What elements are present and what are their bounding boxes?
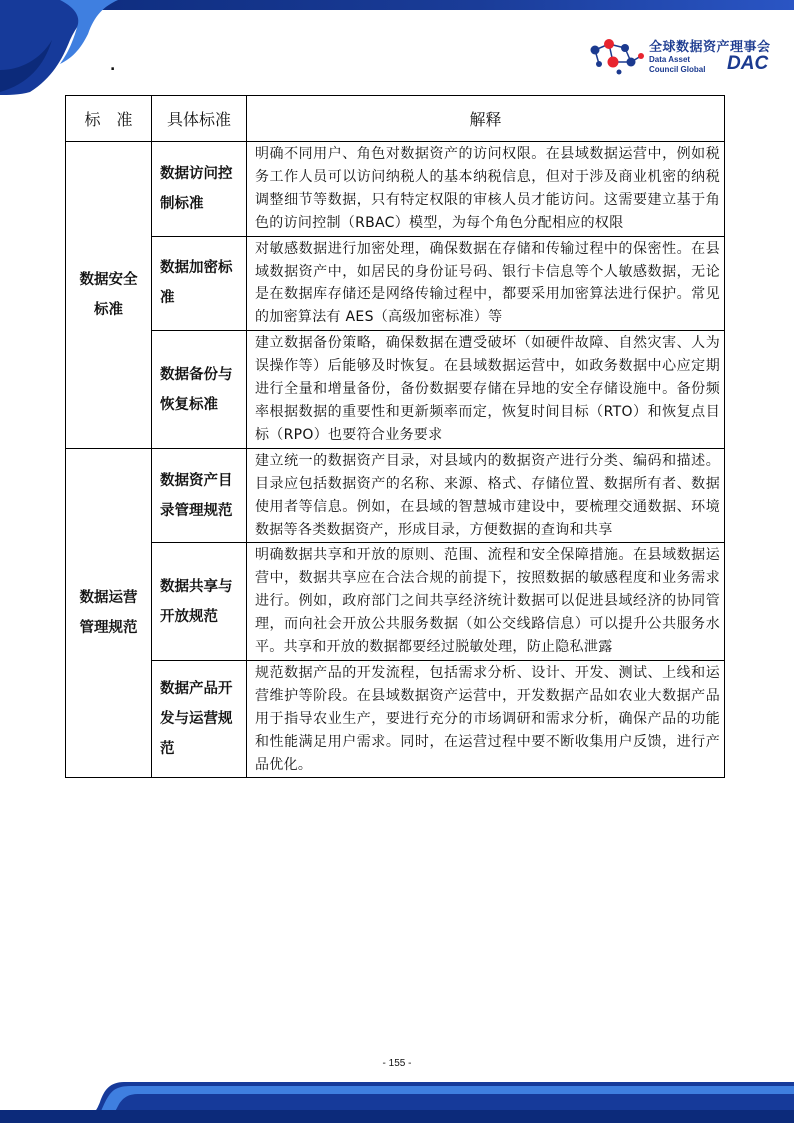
- header-standard: 标 准: [66, 96, 152, 142]
- standard-cell: 数据备份与恢复标准: [152, 331, 247, 449]
- category-cell: 数据安全标准: [66, 142, 152, 449]
- standard-cell: 数据资产目录管理规范: [152, 448, 247, 543]
- header-swoosh: [0, 0, 120, 95]
- page-number: - 155 -: [382, 1058, 412, 1069]
- table-row: [66, 660, 725, 778]
- category-cell: 数据运营管理规范: [66, 448, 152, 778]
- standards-table: [65, 95, 725, 778]
- footer-band: [0, 1080, 794, 1123]
- table-row: [66, 142, 725, 237]
- logo-abbr: DAC: [727, 53, 769, 74]
- explanation-cell: 对敏感数据进行加密处理，确保数据在存储和传输过程中的保密性。在县域数据资产中，如居民的身份证号码、银行卡信息等个人敏感数据，无论是在数据库存储还是网络传输过程中，都要采用加密算法进行保护。常见的加密算法有 AES（高级加密标准）等: [247, 236, 725, 331]
- header-marker: .: [110, 58, 116, 74]
- standard-cell: 数据访问控制标准: [152, 142, 247, 237]
- standard-cell: 数据加密标准: [152, 236, 247, 331]
- standard-cell: 数据共享与开放规范: [152, 543, 247, 661]
- explanation-cell: 规范数据产品的开发流程，包括需求分析、设计、开发、测试、上线和运营维护等阶段。在县域数据资产运营中，开发数据产品如农业大数据产品用于指导农业生产，要进行充分的市场调研和需求分析，确保产品的功能和性能满足用户需求。同时，在运营过程中要不断收集用户反馈，进行产品优化。: [247, 660, 725, 778]
- table-header-row: [66, 96, 725, 142]
- explanation-cell: 建立数据备份策略，确保数据在遭受破坏（如硬件故障、自然灾害、人为误操作等）后能够及时恢复。在县域数据运营中，如政务数据中心应定期进行全量和增量备份，备份数据要存储在异地的安全存储设施中。备份频率根据数据的重要性和更新频率而定，恢复时间目标（RTO）和恢复点目标（RPO）也要符合业务要求: [247, 331, 725, 449]
- table-row: [66, 331, 725, 449]
- table-row: [66, 448, 725, 543]
- logo-name-cn: 全球数据资产理事会: [649, 40, 771, 55]
- table-row: [66, 543, 725, 661]
- header-explanation: 解释: [247, 96, 725, 142]
- explanation-cell: 明确不同用户、角色对数据资产的访问权限。在县域数据运营中，例如税务工作人员可以访问纳税人的基本纳税信息，但对于涉及商业机密的纳税调整细节等数据，只有特定权限的审核人员才能访问。这需要建立基于角色的访问控制（RBAC）模型，为每个角色分配相应的权限: [247, 142, 725, 237]
- table-row: [66, 236, 725, 331]
- logo-name-en-line2: Council Global: [649, 65, 706, 74]
- explanation-cell: 明确数据共享和开放的原则、范围、流程和安全保障措施。在县域数据运营中，数据共享应在合法合规的前提下，按照数据的敏感程度和业务需求进行。例如，政府部门之间共享经济统计数据可以促进县域经济的协同管理，而向社会开放公共服务数据（如公交线路信息）可以提升公共服务水平。共享和开放的数据都要经过脱敏处理，防止隐私泄露: [247, 543, 725, 661]
- dac-logo: [585, 36, 775, 76]
- explanation-cell: 建立统一的数据资产目录，对县域内的数据资产进行分类、编码和描述。目录应包括数据资产的名称、来源、格式、存储位置、数据所有者、数据使用者等信息。例如，在县域的智慧城市建设中，要梳理交通数据、环境数据等各类数据资产，形成目录，方便数据的查询和共享: [247, 448, 725, 543]
- standard-cell: 数据产品开发与运营规范: [152, 660, 247, 778]
- molecule-logo-icon: [585, 36, 645, 76]
- header-specific-standard: 具体标准: [152, 96, 247, 142]
- logo-name-en-line1: Data Asset: [649, 55, 691, 64]
